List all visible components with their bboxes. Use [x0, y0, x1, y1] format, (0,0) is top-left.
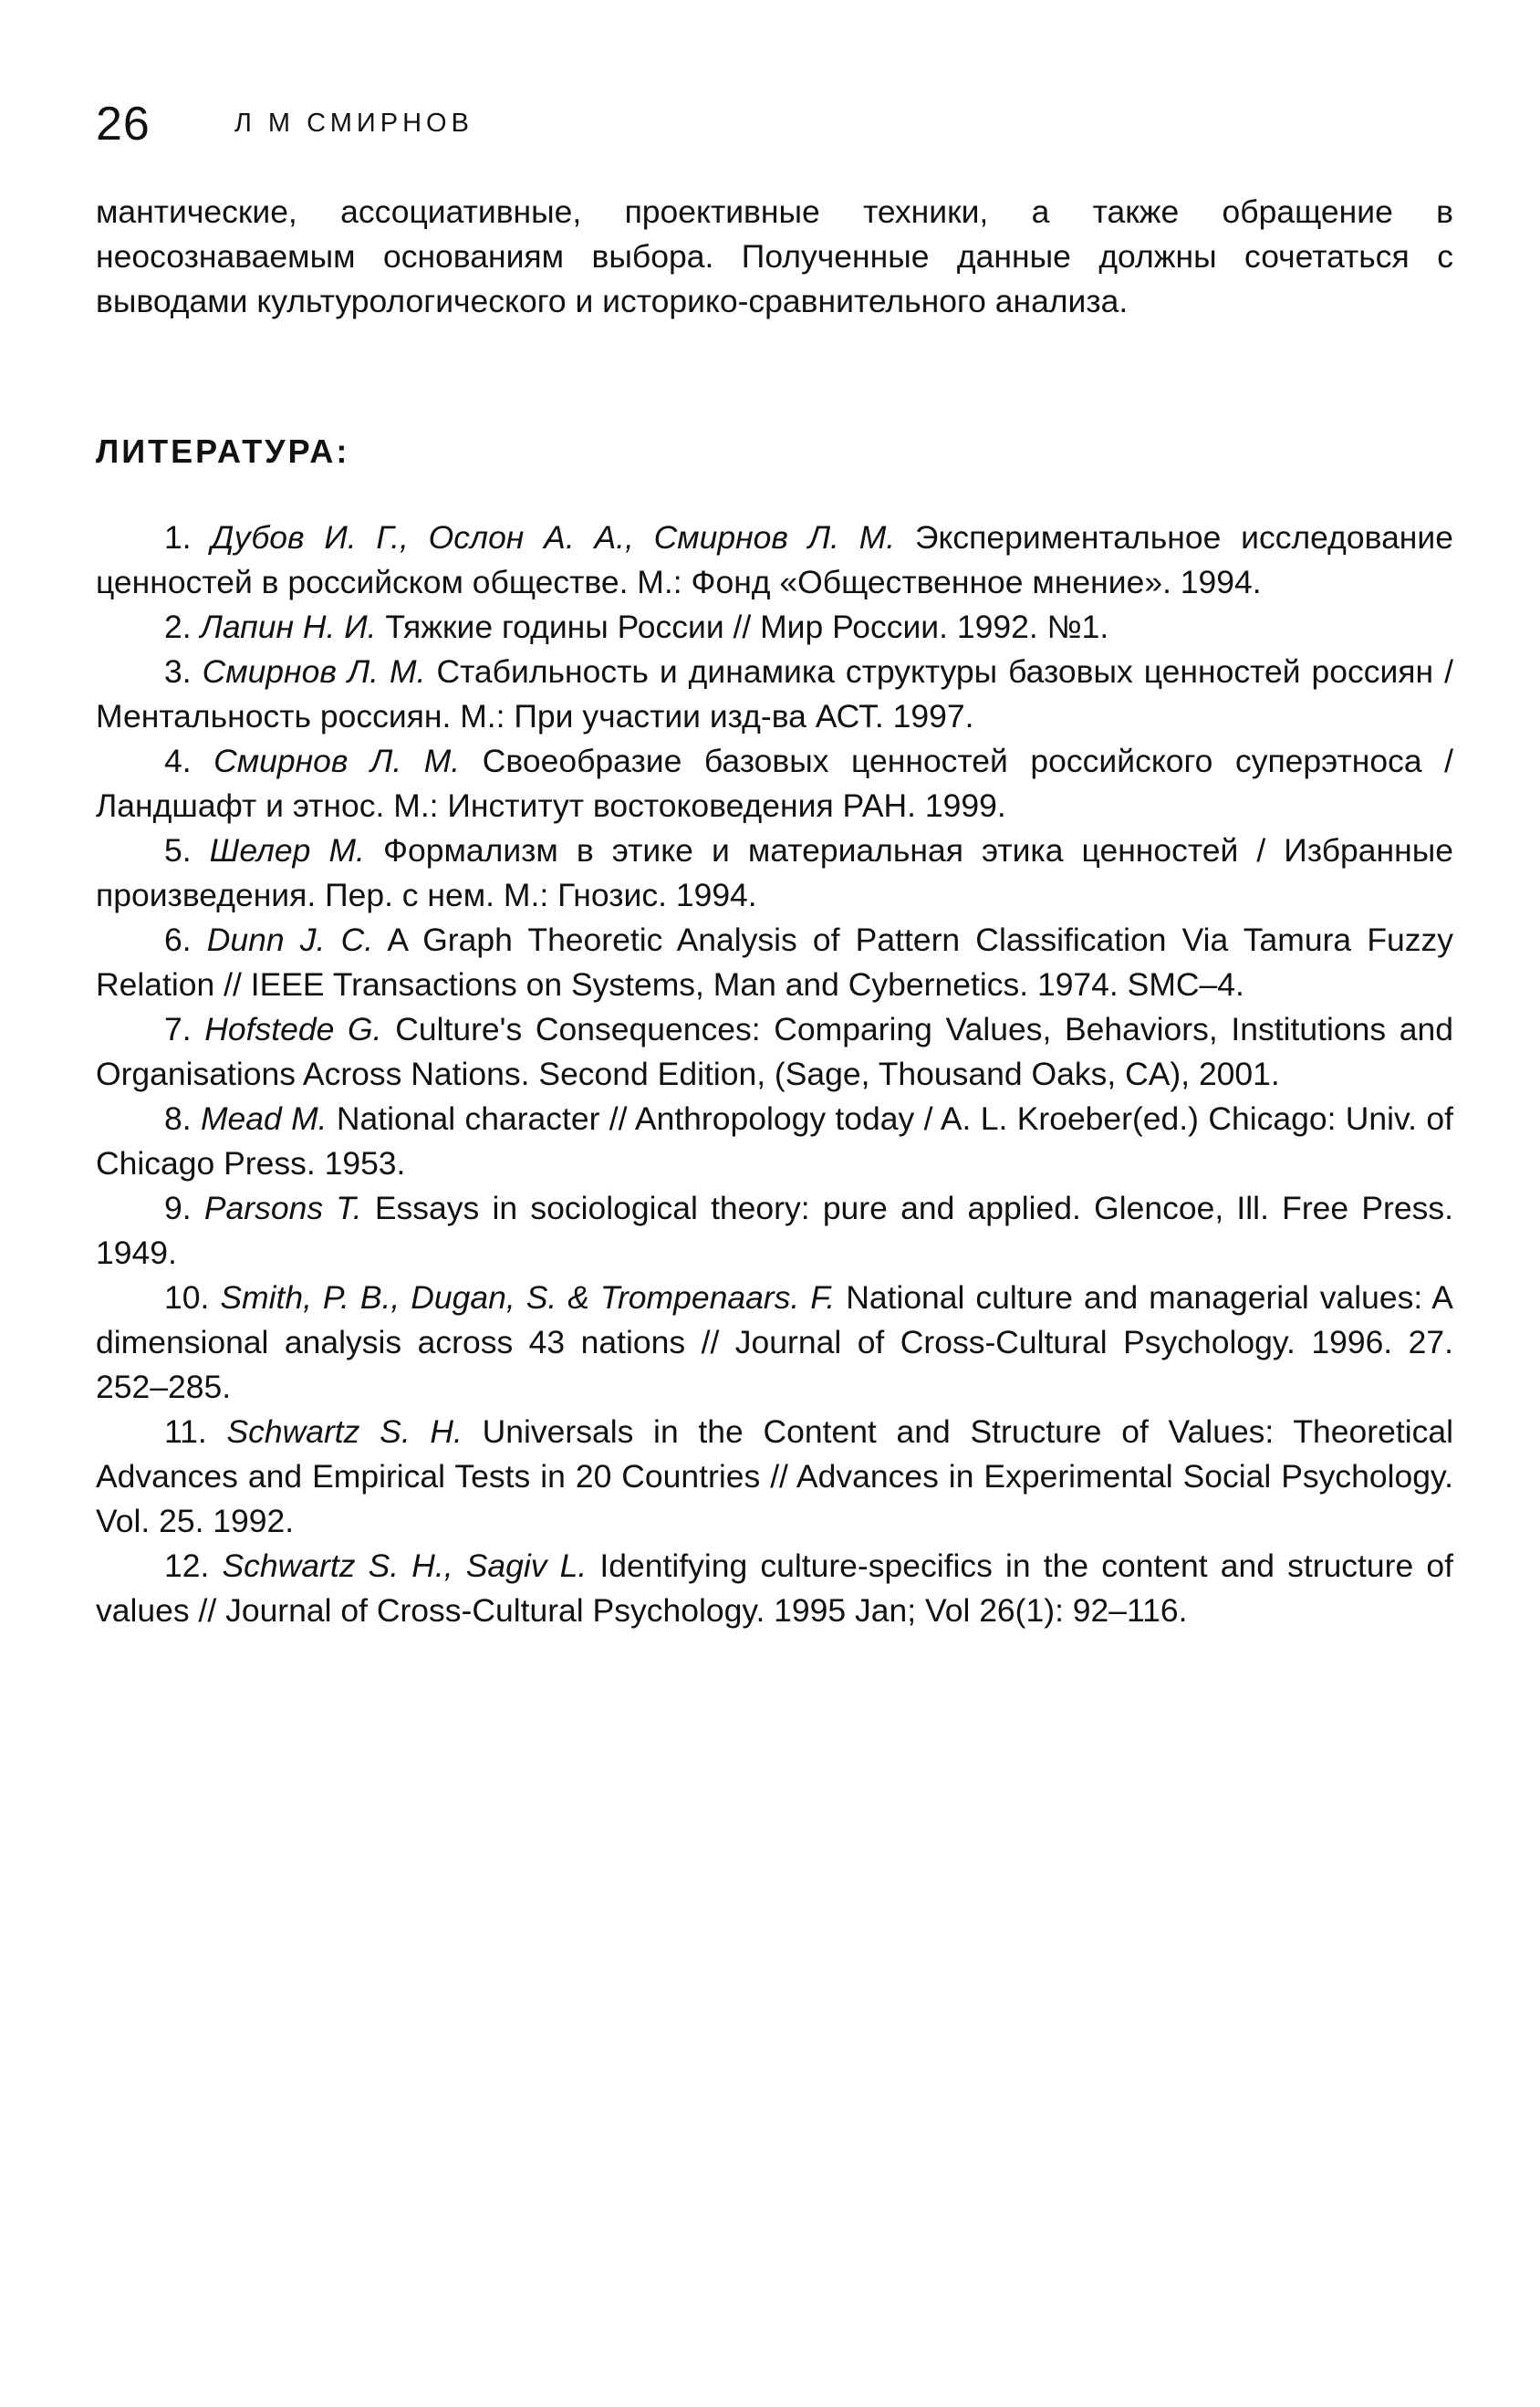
reference-authors: Шелер М. — [209, 832, 365, 869]
reference-text: Identifying culture-specifics in the content and structure of values // Journal of Cross-Cultural Psychology. 1995 Jan; Vol 26(1): 92–116. — [96, 1547, 1453, 1629]
reference-authors: Mead M. — [200, 1100, 328, 1137]
reference-item — [96, 1544, 1453, 1633]
reference-text: Essays in sociological theory: pure and applied. Glencoe, Ill. Free Press. 1949. — [96, 1190, 1453, 1271]
reference-item — [96, 1186, 1453, 1276]
intro-paragraph: мантические, ассоциативные, проективные техники, а также обращение в неосознаваемым основаниям выбора. Полученные данные должны сочетаться с выводами культурологического и историко-сравнительного анализа. — [96, 193, 1453, 319]
reference-text: Экспериментальное исследование ценностей в российском обществе. М.: Фонд «Общественное мнение». 1994. — [96, 519, 1453, 600]
page-number: 26 — [96, 98, 151, 151]
reference-item — [96, 516, 1453, 605]
running-head: Л М СМИРНОВ — [234, 109, 473, 138]
reference-number: 4. — [164, 743, 192, 779]
reference-item — [96, 1276, 1453, 1410]
reference-item — [96, 1007, 1453, 1097]
reference-list — [96, 516, 1453, 1633]
reference-number: 11. — [164, 1413, 207, 1450]
reference-item — [96, 739, 1453, 828]
reference-text: Стабильность и динамика структуры базовых ценностей россиян / Ментальность россиян. М.: При участии изд-ва АСТ. 1997. — [96, 653, 1453, 735]
reference-authors: Smith, P. B., Dugan, S. & Trompenaars. F. — [220, 1279, 836, 1316]
reference-authors: Hofstede G. — [204, 1011, 382, 1047]
reference-item — [96, 1410, 1453, 1544]
reference-number: 6. — [164, 922, 192, 958]
reference-authors: Schwartz S. H. — [226, 1413, 463, 1450]
reference-number: 8. — [164, 1100, 192, 1137]
reference-text: Culture's Consequences: Comparing Values, Behaviors, Institutions and Organisations Across Nations. Second Edition, (Sage, Thousand Oaks, CA), 2001. — [96, 1011, 1454, 1092]
reference-item — [96, 650, 1453, 739]
reference-number: 5. — [164, 832, 192, 869]
page-header — [96, 84, 473, 151]
reference-item — [96, 918, 1453, 1007]
reference-text: Universals in the Content and Structure of Values: Theoretical Advances and Empirical Tests in 20 Countries // Advances in Experimental Social Psychology. Vol. 25. 1992. — [96, 1413, 1453, 1539]
reference-item — [96, 1097, 1453, 1186]
reference-number: 12. — [164, 1547, 210, 1584]
reference-authors: Дубов И. Г., Ослон А. А., Смирнов Л. М. — [211, 519, 896, 556]
reference-authors: Смирнов Л. М. — [202, 653, 426, 690]
reference-authors: Parsons T. — [203, 1190, 362, 1226]
reference-number: 10. — [164, 1279, 210, 1316]
reference-text: National culture and managerial values: A dimensional analysis across 43 nations // Journal of Cross-Cultural Psychology. 1996. 27. 252–285. — [96, 1279, 1453, 1405]
reference-item — [96, 828, 1453, 918]
reference-authors: Лапин Н. И. — [200, 609, 377, 645]
reference-text: Формализм в этике и материальная этика ценностей / Избранные произведения. Пер. с нем. М.: Гнозис. 1994. — [96, 832, 1453, 913]
reference-text: Своеобразие базовых ценностей российского суперэтноса / Ландшафт и этнос. М.: Институт востоковедения РАН. 1999. — [96, 743, 1454, 824]
reference-authors: Dunn J. C. — [206, 922, 374, 958]
reference-item — [96, 605, 1453, 650]
reference-number: 9. — [164, 1190, 192, 1226]
reference-authors: Schwartz S. H., Sagiv L. — [222, 1547, 588, 1584]
page-body — [96, 190, 1453, 1633]
reference-number: 2. — [164, 609, 192, 645]
reference-number: 3. — [164, 653, 192, 690]
reference-number: 7. — [164, 1011, 192, 1047]
reference-text: A Graph Theoretic Analysis of Pattern Classification Via Tamura Fuzzy Relation // IEEE Transactions on Systems, Man and Cybernetics. 1974. SMC–4. — [96, 922, 1454, 1003]
literature-heading: ЛИТЕРАТУРА: — [96, 432, 350, 470]
reference-text: Тяжкие годины России // Мир России. 1992. №1. — [385, 609, 1109, 645]
reference-number: 1. — [164, 519, 192, 556]
reference-text: National character // Anthropology today / A. L. Kroeber(ed.) Chicago: Univ. of Chicago Press. 1953. — [96, 1100, 1453, 1182]
reference-authors: Смирнов Л. М. — [213, 743, 461, 779]
